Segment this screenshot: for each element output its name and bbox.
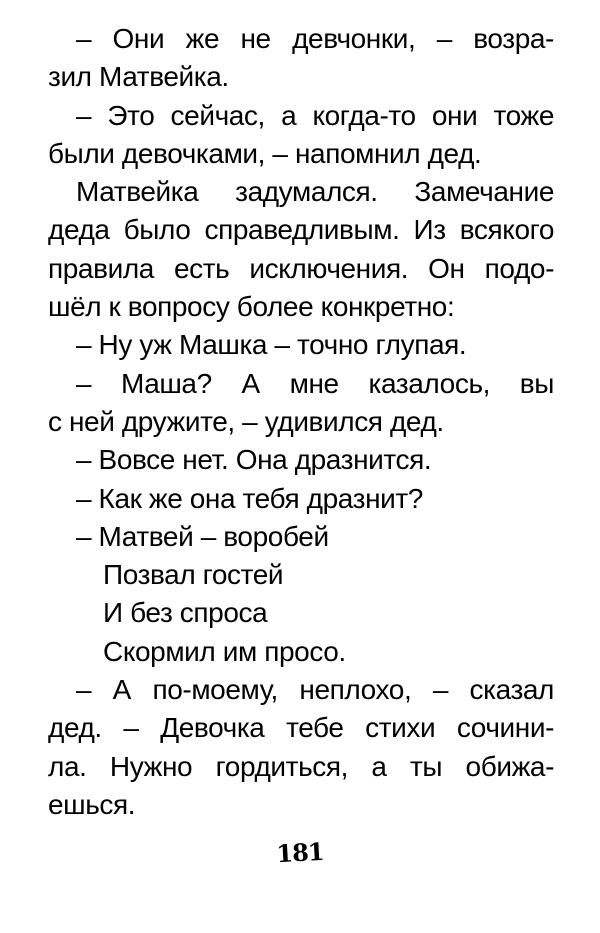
text-line: ла. Нужно гордиться, а ты обижа- xyxy=(48,750,554,782)
text-line: дед. – Девочка тебе стихи сочини- xyxy=(48,712,554,744)
body-text xyxy=(48,20,554,824)
poem-line: И без спроса xyxy=(103,597,268,629)
text-line: Матвейка задумался. Замечание xyxy=(76,176,554,208)
text-line: с ней дружите, – удивился дед. xyxy=(48,405,444,437)
text-line: ешься. xyxy=(48,788,136,820)
text-line: деда было справедливым. Из всякого xyxy=(48,214,554,246)
text-line: были девочками, – напомнил дед. xyxy=(48,137,482,169)
text-line: – А по-моему, неплохо, – сказал xyxy=(76,674,554,706)
text-line: – Это сейчас, а когда-то они тоже xyxy=(76,99,554,131)
text-line: – Они же не девчонки, – возра- xyxy=(76,23,554,54)
text-line: шёл к вопросу более конкретно: xyxy=(48,291,455,323)
text-line: – Как же она тебя дразнит? xyxy=(76,482,423,514)
poem-line: – Матвей – воробей xyxy=(76,520,329,552)
text-line: – Ну уж Машка – точно глупая. xyxy=(76,329,467,361)
text-line: зил Матвейка. xyxy=(48,61,229,93)
text-line: правила есть исключения. Он подо- xyxy=(48,252,554,284)
text-line: – Вовсе нет. Она дразнится. xyxy=(76,444,432,476)
text-line: – Маша? А мне казалось, вы xyxy=(76,367,554,399)
page-number: 181 xyxy=(275,836,325,869)
poem-line: Позвал гостей xyxy=(103,559,284,591)
poem-line: Скормил им просо. xyxy=(103,635,346,667)
